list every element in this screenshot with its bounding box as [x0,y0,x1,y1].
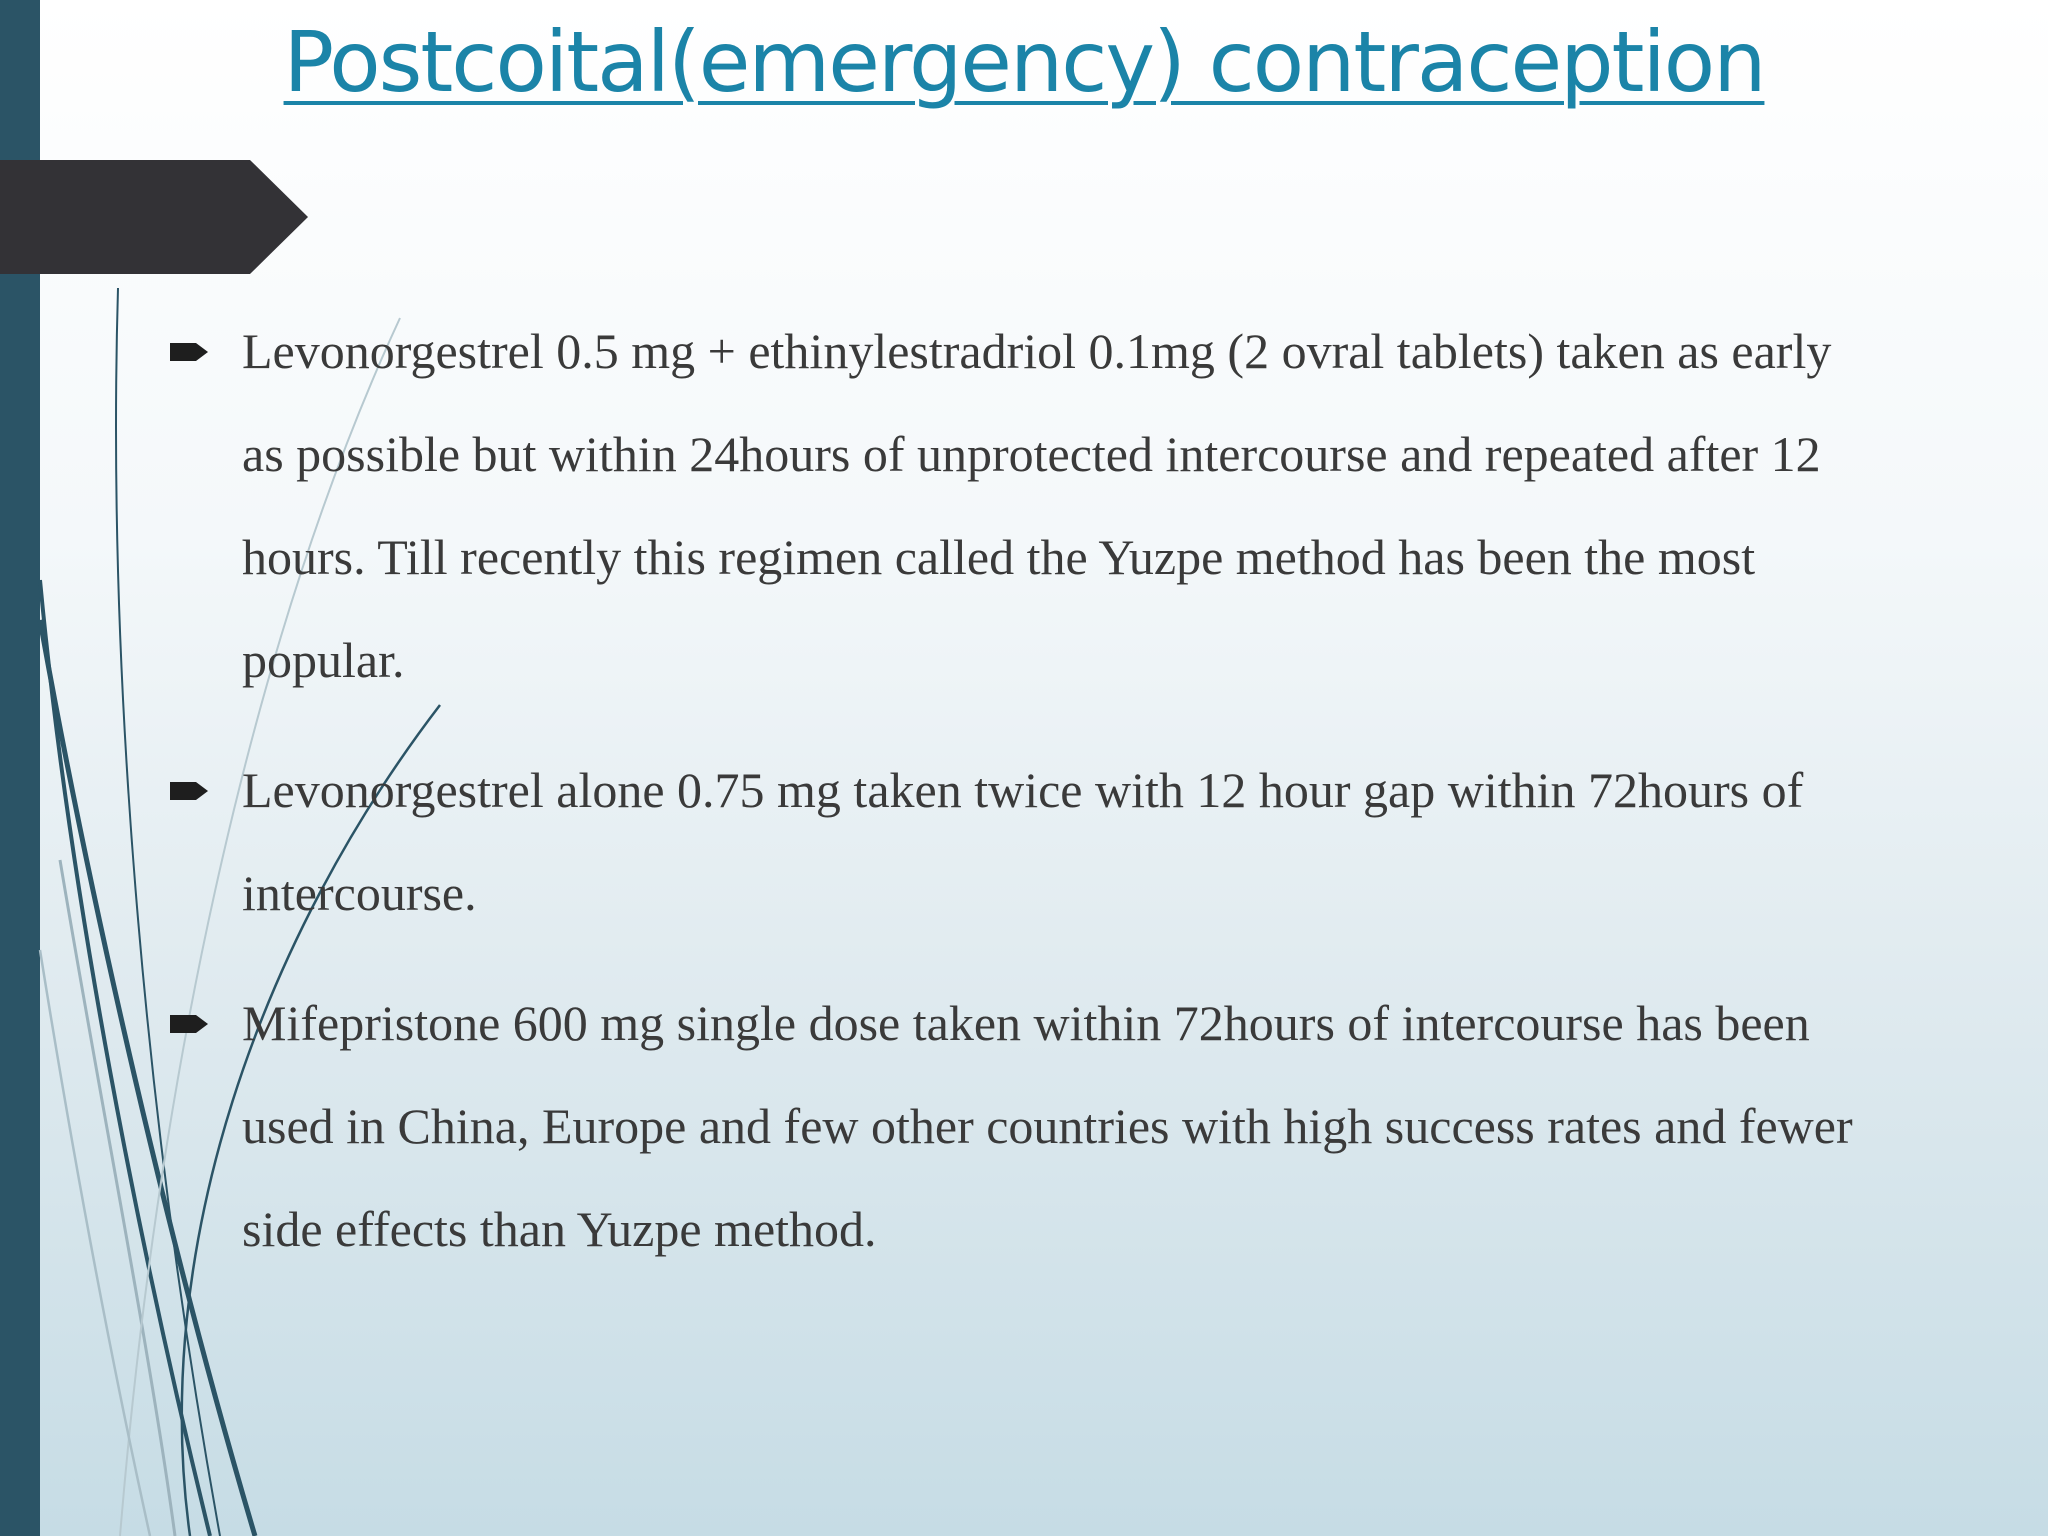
arrow-bullet-icon [170,779,210,803]
arrow-bullet-icon [170,340,210,364]
bullet-item [170,739,1870,945]
bullet-text: Levonorgestrel 0.5 mg + ethinylestradriol 0.1mg (2 ovral tablets) taken as early as possible but within 24hours of unprotected intercourse and repeated after 12 hours. Till recently this regimen called the Yuzpe method has been the most popular. [242,323,1832,688]
bullet-text: Levonorgestrel alone 0.75 mg taken twice with 12 hour gap within 72hours of intercourse. [242,762,1804,921]
slide-title: Postcoital(emergency) contraception [283,13,1765,111]
arrow-tab-shape [0,160,308,274]
bullet-text: Mifepristone 600 mg single dose taken within 72hours of intercourse has been used in China, Europe and few other countries with high success rates and fewer side effects than Yuzpe method. [242,995,1853,1257]
bullet-item [170,972,1870,1281]
bullet-list [170,300,1870,1308]
arrow-bullet-icon [170,1012,210,1036]
bullet-item [170,300,1870,712]
